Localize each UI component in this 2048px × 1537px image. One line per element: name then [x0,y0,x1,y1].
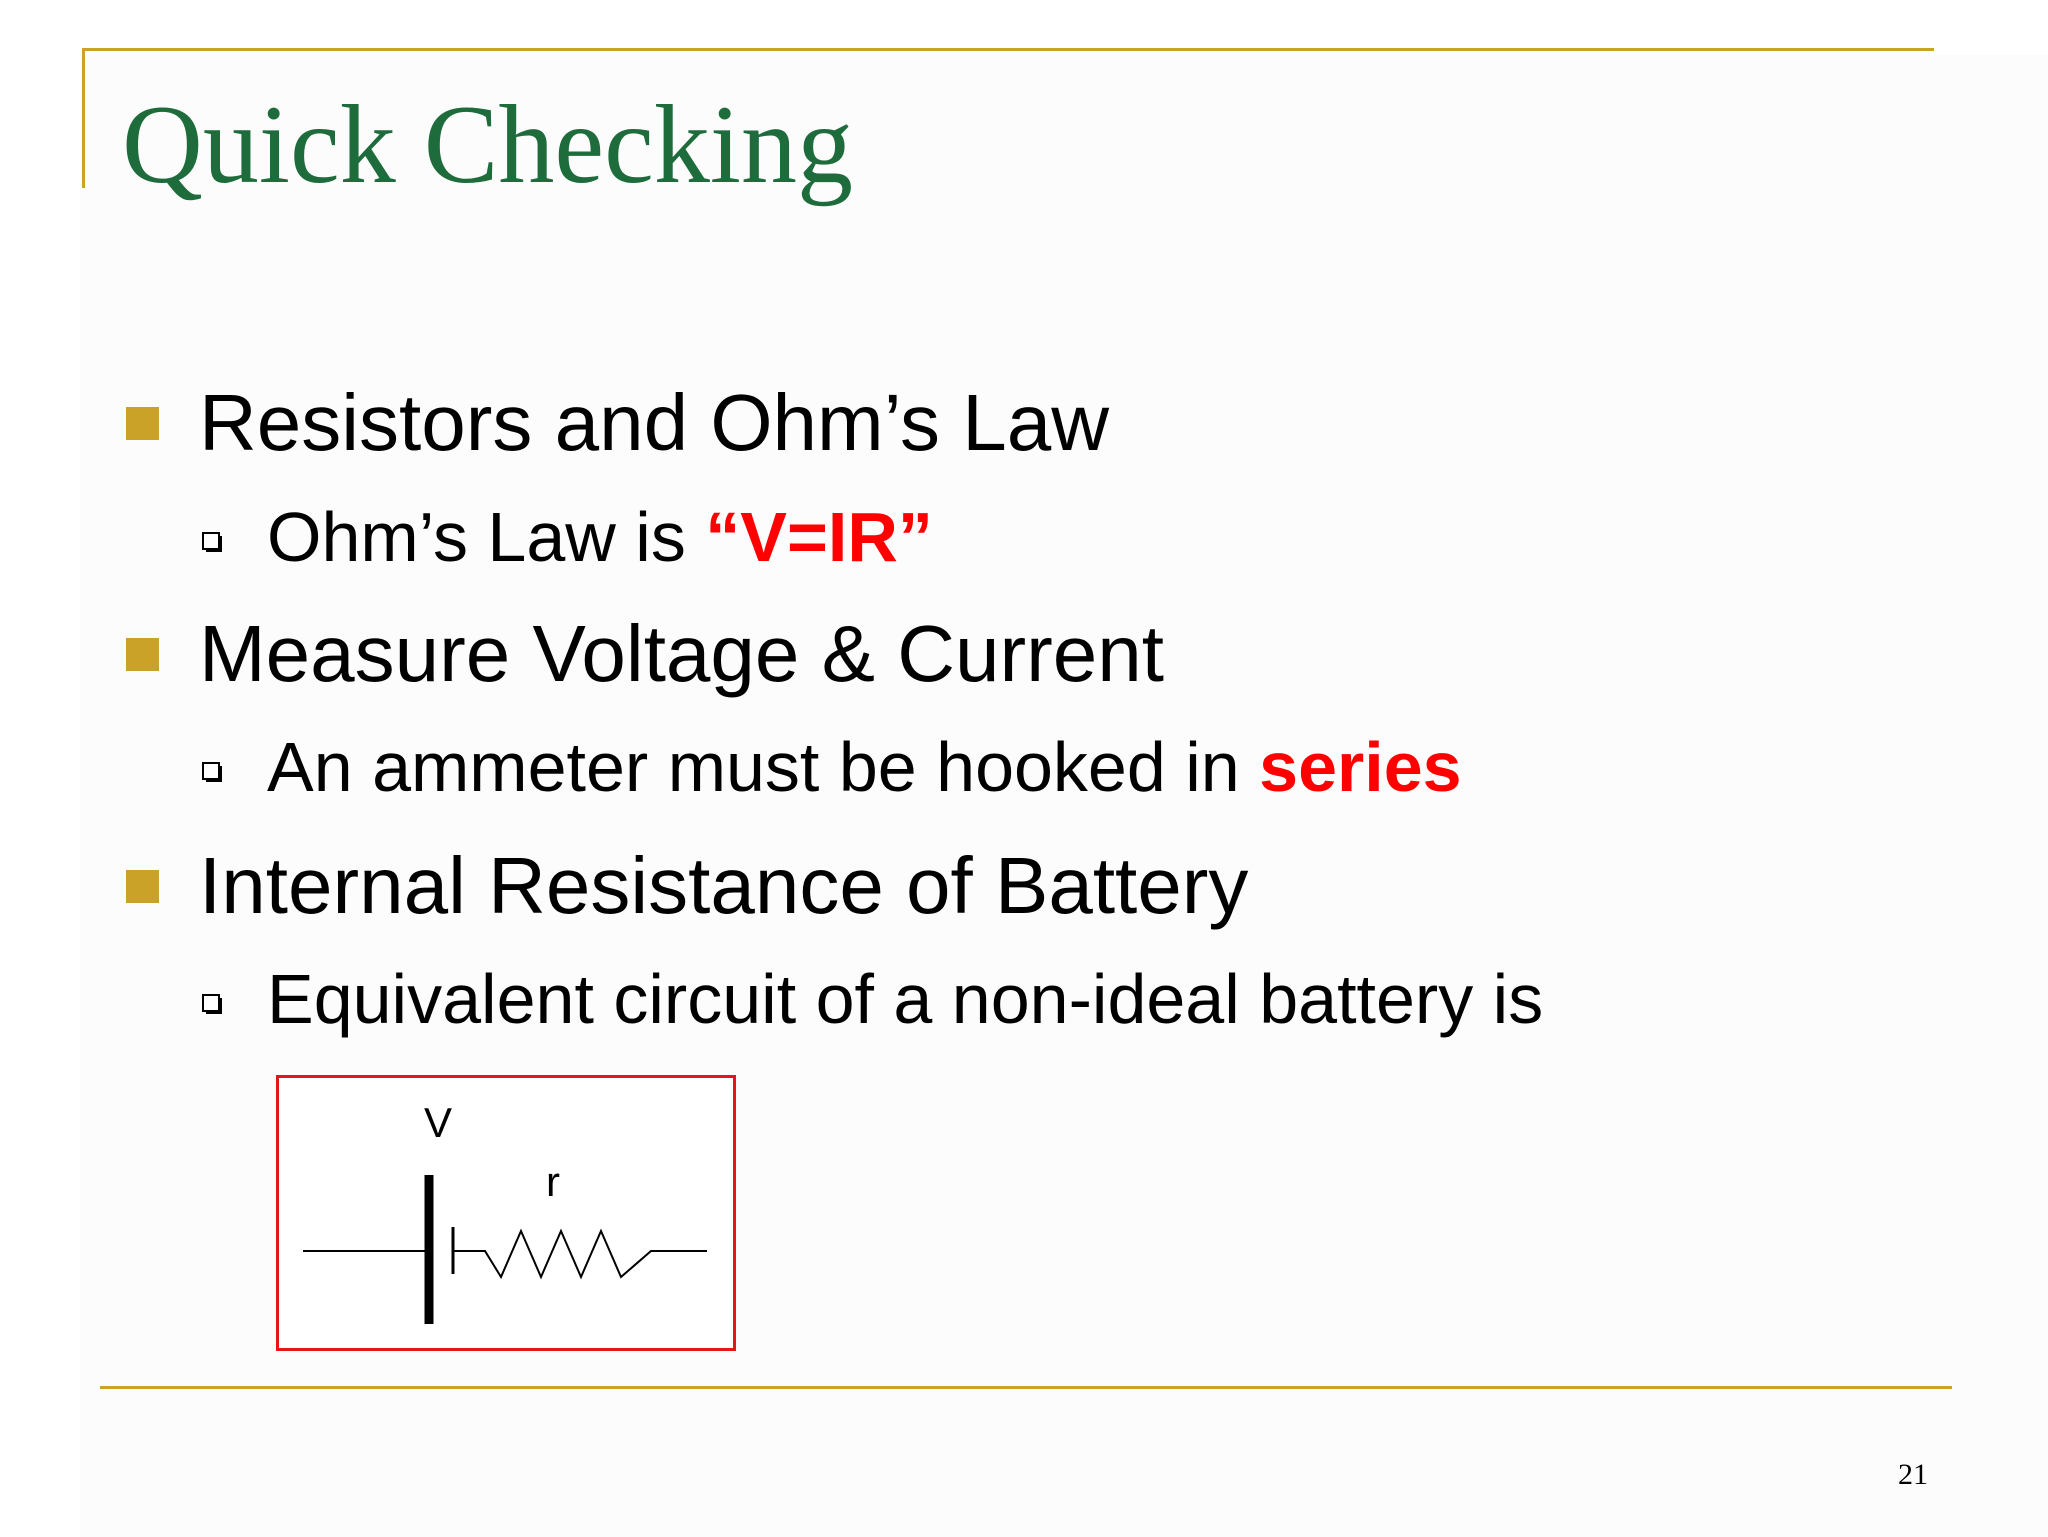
filled-square-icon [126,638,159,671]
filled-square-icon [126,407,159,440]
sub-bullet-text [267,497,933,577]
hollow-square-icon [202,762,224,784]
page-number: 21 [1898,1458,1928,1491]
resistance-label: r [546,1158,560,1205]
bullet-text: Resistors and Ohm’s Law [199,378,1109,467]
sub-bullet-text [267,727,1462,807]
bullet-text: Internal Resistance of Battery [199,841,1249,930]
sub-bullet-text: Equivalent circuit of a non-ideal battery is [267,960,1544,1038]
bullet-item [126,836,1248,936]
bottom-rule [100,1386,1952,1389]
bullet-item [126,373,1109,473]
sub-bullet-prefix: Ohm’s Law is [267,498,706,576]
sub-bullet-item [202,722,1462,812]
battery-circuit-diagram [276,1075,736,1351]
hollow-square-icon [202,532,224,554]
hollow-square-icon [202,994,224,1016]
bullet-item [126,604,1164,704]
sub-bullet-item [202,492,933,582]
highlight-text: series [1259,728,1462,806]
voltage-label: V [423,1099,453,1146]
left-rule [82,48,85,188]
top-rule [82,48,1934,51]
resistor-zigzag [453,1231,707,1277]
slide-title: Quick Checking [122,83,853,207]
sub-bullet-prefix: An ammeter must be hooked in [267,728,1260,806]
sub-bullet-item [202,954,1543,1044]
bullet-text: Measure Voltage & Current [199,609,1164,698]
highlight-text: “V=IR” [705,498,933,576]
circuit-svg [279,1078,733,1348]
filled-square-icon [126,870,159,903]
